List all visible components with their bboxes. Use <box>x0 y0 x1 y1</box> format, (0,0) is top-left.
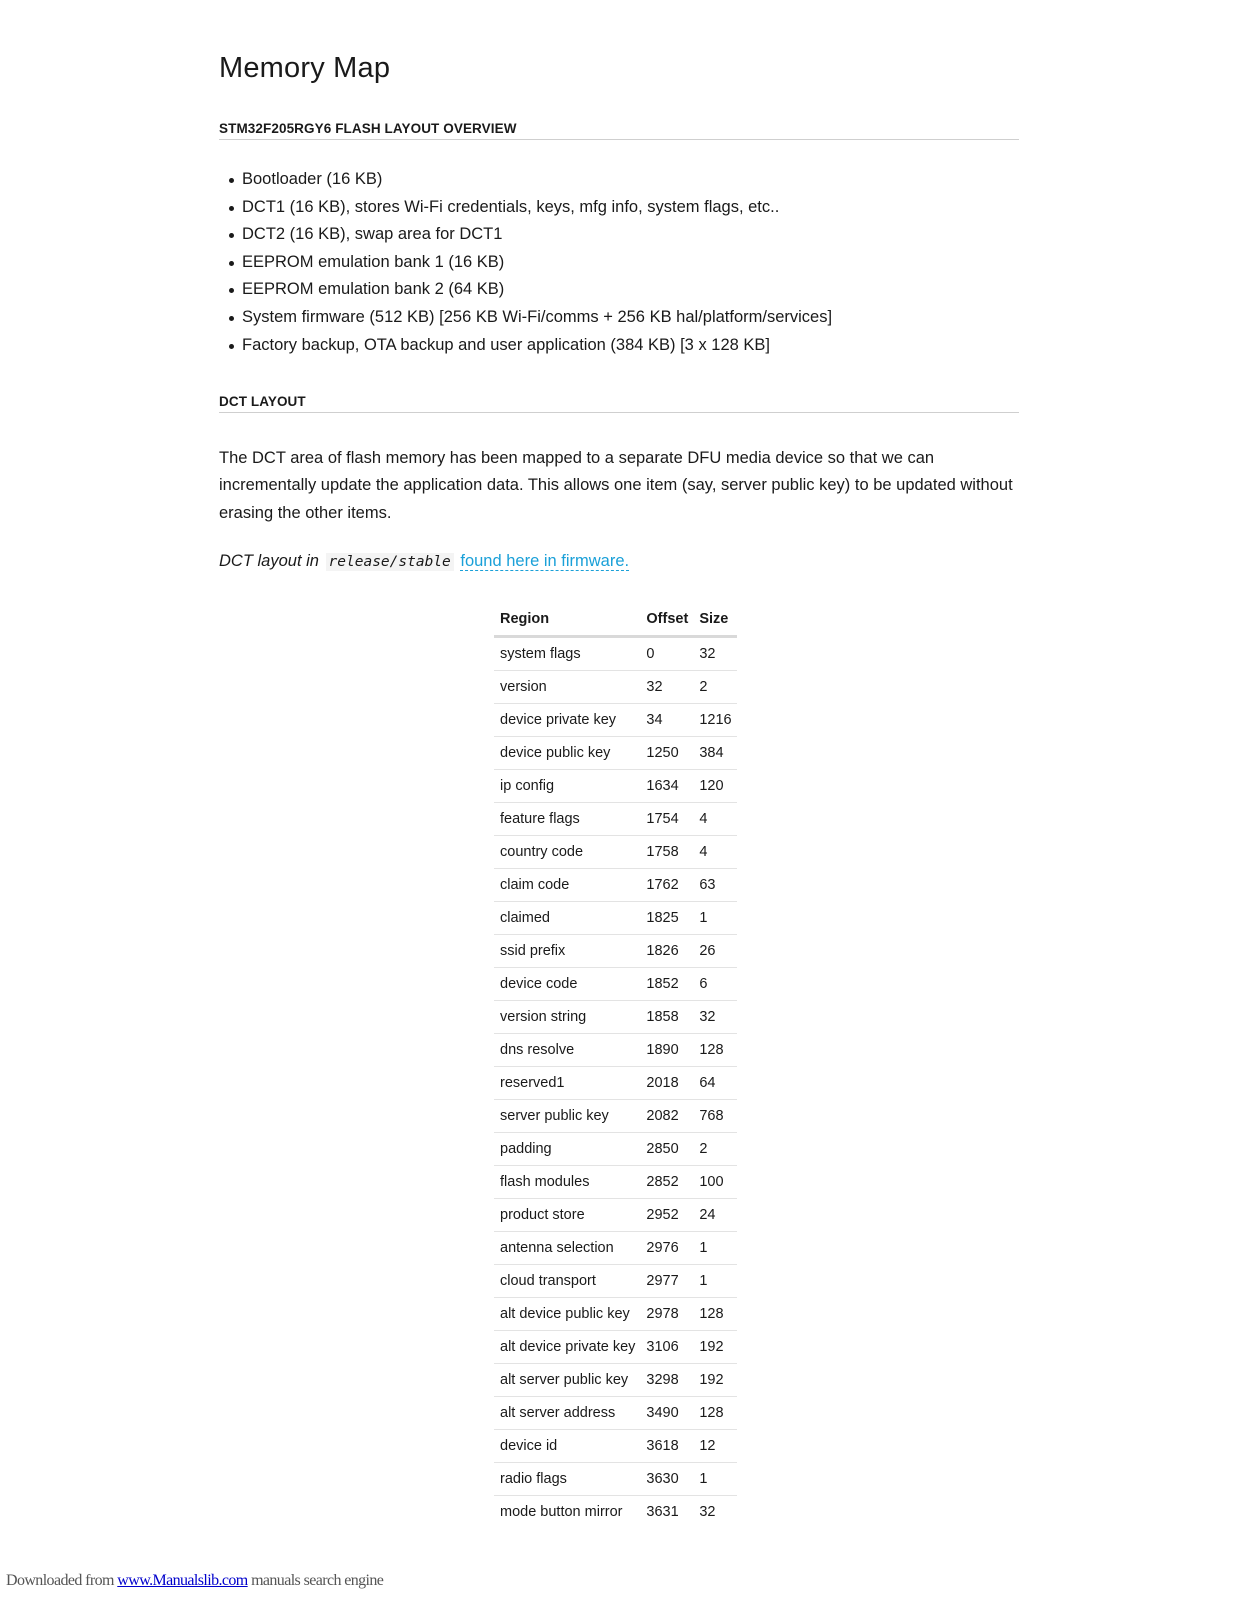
region-cell: device id <box>494 1430 640 1463</box>
size-cell: 192 <box>693 1364 736 1397</box>
table-row <box>494 902 737 935</box>
table-row <box>494 1397 737 1430</box>
region-cell: system flags <box>500 646 581 662</box>
offset-cell: 2852 <box>640 1166 693 1199</box>
offset-cell: 2977 <box>640 1265 693 1298</box>
size-cell: 384 <box>693 737 736 770</box>
region-cell: mode button mirror <box>494 1496 640 1529</box>
note-prefix: DCT layout in <box>219 552 319 570</box>
header-size: Size <box>693 603 736 637</box>
size-cell: 32 <box>693 1001 736 1034</box>
table-row <box>494 704 737 737</box>
size-cell: 4 <box>693 803 736 836</box>
header-region: Region <box>494 603 640 637</box>
offset-cell: 3490 <box>640 1397 693 1430</box>
table-row <box>494 803 737 836</box>
size-cell: 2 <box>693 671 736 704</box>
flash-layout-heading: STM32F205RGY6 FLASH LAYOUT OVERVIEW <box>219 121 1019 140</box>
list-item: EEPROM emulation bank 1 (16 KB) <box>242 249 832 277</box>
table-row <box>494 671 737 704</box>
size-cell: 128 <box>693 1298 736 1331</box>
region-cell: alt server public key <box>494 1364 640 1397</box>
size-cell: 1 <box>693 1232 736 1265</box>
size-cell: 1 <box>693 1463 736 1496</box>
region-cell: ssid prefix <box>494 935 640 968</box>
offset-cell: 1825 <box>640 902 693 935</box>
offset-cell: 2978 <box>640 1298 693 1331</box>
table-row <box>494 1265 737 1298</box>
offset-cell: 0 <box>646 646 655 662</box>
table-header-row <box>494 603 737 637</box>
offset-cell: 2952 <box>640 1199 693 1232</box>
size-cell: 32 <box>693 1496 736 1529</box>
offset-cell: 3106 <box>640 1331 693 1364</box>
table-row <box>494 1430 737 1463</box>
table-row <box>494 1496 737 1529</box>
manualslib-link[interactable]: www.Manualslib.com <box>117 1572 248 1589</box>
dct-layout-heading: DCT LAYOUT <box>219 394 1019 413</box>
footer-prefix: Downloaded from <box>6 1572 114 1589</box>
region-cell: server public key <box>494 1100 640 1133</box>
table-row <box>494 1232 737 1265</box>
list-item: DCT1 (16 KB), stores Wi-Fi credentials, keys, mfg info, system flags, etc.. <box>242 194 832 222</box>
region-cell: claim code <box>494 869 640 902</box>
size-cell: 768 <box>693 1100 736 1133</box>
region-cell: reserved1 <box>494 1067 640 1100</box>
offset-cell: 1634 <box>640 770 693 803</box>
region-cell: flash modules <box>494 1166 640 1199</box>
region-cell: claimed <box>494 902 640 935</box>
branch-code: release/stable <box>326 553 454 571</box>
list-item: System firmware (512 KB) [256 KB Wi-Fi/comms + 256 KB hal/platform/services] <box>242 304 832 332</box>
footer <box>6 1572 383 1590</box>
offset-cell: 2976 <box>640 1232 693 1265</box>
region-cell: country code <box>494 836 640 869</box>
region-cell: alt server address <box>494 1397 640 1430</box>
offset-cell: 1762 <box>640 869 693 902</box>
offset-cell: 1852 <box>640 968 693 1001</box>
size-cell: 6 <box>693 968 736 1001</box>
dct-table <box>494 603 737 1528</box>
size-cell: 120 <box>693 770 736 803</box>
dct-description: The DCT area of flash memory has been mapped to a separate DFU media device so that we can incrementally update the application data. This allows one item (say, server public key) to be updated without erasing the other items. <box>219 449 1013 522</box>
region-cell: alt device private key <box>494 1331 640 1364</box>
table-row <box>494 869 737 902</box>
region-cell: antenna selection <box>494 1232 640 1265</box>
size-cell: 1216 <box>693 704 736 737</box>
table-row <box>494 1331 737 1364</box>
region-cell: cloud transport <box>494 1265 640 1298</box>
offset-cell: 2850 <box>640 1133 693 1166</box>
region-cell: device code <box>494 968 640 1001</box>
offset-cell: 32 <box>640 671 693 704</box>
table-row <box>494 737 737 770</box>
table-row <box>494 770 737 803</box>
table-row <box>494 935 737 968</box>
flash-layout-list <box>219 166 832 359</box>
region-cell: dns resolve <box>494 1034 640 1067</box>
offset-cell: 1858 <box>640 1001 693 1034</box>
size-cell: 192 <box>693 1331 736 1364</box>
size-cell: 128 <box>693 1034 736 1067</box>
region-cell: device public key <box>494 737 640 770</box>
offset-cell: 3298 <box>640 1364 693 1397</box>
table-row <box>494 1034 737 1067</box>
offset-cell: 1758 <box>640 836 693 869</box>
list-item: EEPROM emulation bank 2 (64 KB) <box>242 276 832 304</box>
list-item: Bootloader (16 KB) <box>242 166 832 194</box>
size-cell: 32 <box>699 646 716 662</box>
table-row <box>494 1199 737 1232</box>
firmware-link[interactable]: found here in firmware. <box>460 552 630 570</box>
table-row <box>494 1100 737 1133</box>
size-cell: 2 <box>693 1133 736 1166</box>
size-cell: 1 <box>693 902 736 935</box>
table-row <box>494 1166 737 1199</box>
region-cell: version <box>494 671 640 704</box>
offset-cell: 34 <box>640 704 693 737</box>
offset-cell: 3618 <box>640 1430 693 1463</box>
region-cell: version string <box>494 1001 640 1034</box>
list-item: Factory backup, OTA backup and user application (384 KB) [3 x 128 KB] <box>242 332 832 360</box>
page-title: Memory Map <box>219 52 391 84</box>
header-offset: Offset <box>640 603 693 637</box>
table-row <box>494 1364 737 1397</box>
table-row <box>494 1298 737 1331</box>
offset-cell: 1826 <box>640 935 693 968</box>
dct-layout-note <box>219 552 629 571</box>
table-row <box>494 637 737 671</box>
region-cell: alt device public key <box>494 1298 640 1331</box>
table-row <box>494 968 737 1001</box>
table-row <box>494 1133 737 1166</box>
table-row <box>494 1001 737 1034</box>
offset-cell: 2018 <box>640 1067 693 1100</box>
region-cell: device private key <box>494 704 640 737</box>
size-cell: 1 <box>693 1265 736 1298</box>
size-cell: 100 <box>693 1166 736 1199</box>
offset-cell: 1250 <box>640 737 693 770</box>
offset-cell: 1890 <box>640 1034 693 1067</box>
offset-cell: 3630 <box>640 1463 693 1496</box>
size-cell: 64 <box>693 1067 736 1100</box>
offset-cell: 2082 <box>640 1100 693 1133</box>
list-item: DCT2 (16 KB), swap area for DCT1 <box>242 221 832 249</box>
region-cell: product store <box>494 1199 640 1232</box>
footer-suffix: manuals search engine <box>251 1572 384 1589</box>
table-row <box>494 836 737 869</box>
region-cell: ip config <box>494 770 640 803</box>
region-cell: radio flags <box>494 1463 640 1496</box>
size-cell: 63 <box>693 869 736 902</box>
offset-cell: 1754 <box>640 803 693 836</box>
size-cell: 128 <box>693 1397 736 1430</box>
size-cell: 24 <box>693 1199 736 1232</box>
region-cell: feature flags <box>494 803 640 836</box>
size-cell: 4 <box>693 836 736 869</box>
region-cell: padding <box>494 1133 640 1166</box>
offset-cell: 3631 <box>640 1496 693 1529</box>
size-cell: 26 <box>693 935 736 968</box>
size-cell: 12 <box>693 1430 736 1463</box>
table-row <box>494 1067 737 1100</box>
table-row <box>494 1463 737 1496</box>
